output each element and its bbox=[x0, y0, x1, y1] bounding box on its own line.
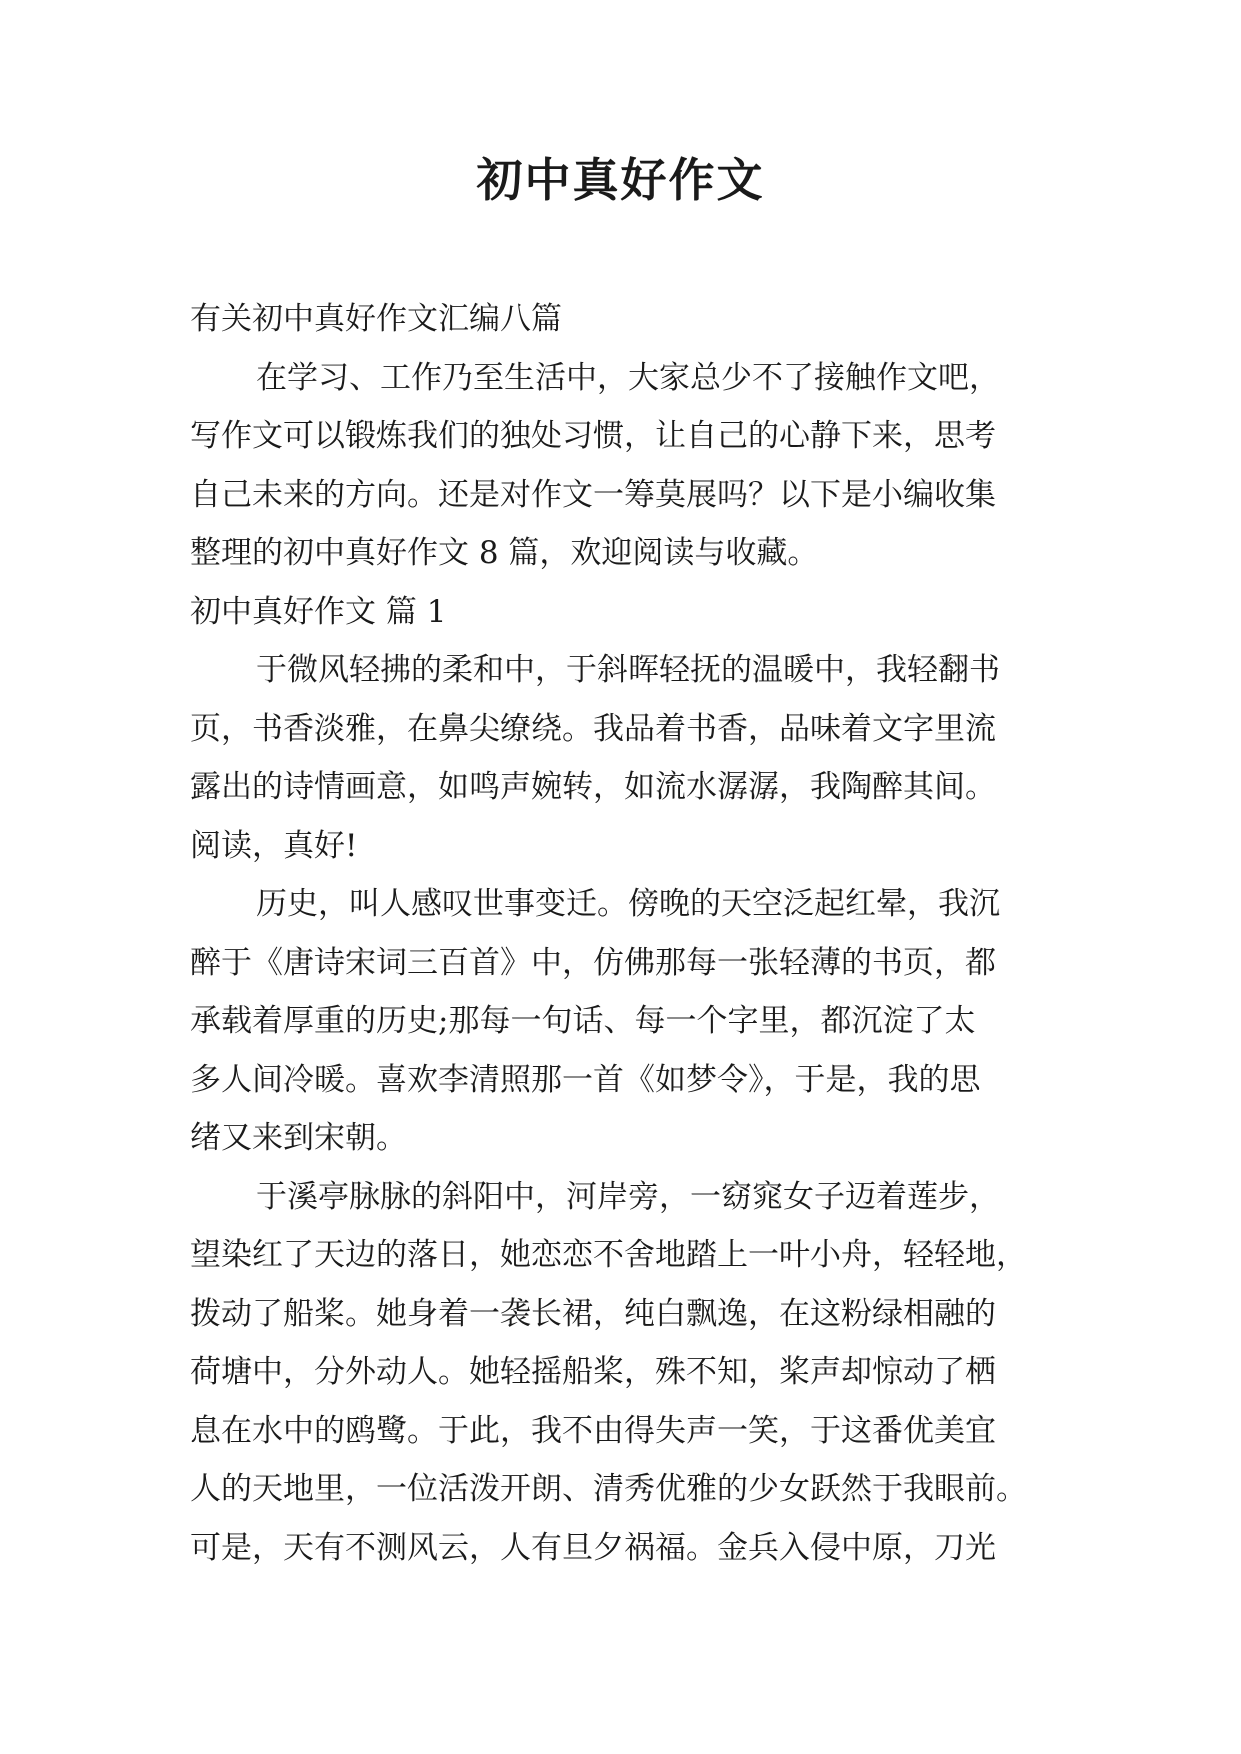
body-line: 在学习、工作乃至生活中，大家总少不了接触作文吧， bbox=[256, 359, 1000, 396]
body-line: 拨动了船桨。她身着一袭长裙，纯白飘逸，在这粉绿相融的 bbox=[190, 1295, 996, 1332]
body-line: 阅读，真好! bbox=[190, 827, 358, 864]
body-line: 自己未来的方向。还是对作文一筹莫展吗？以下是小编收集 bbox=[190, 476, 996, 513]
body-line: 息在水中的鸥鹭。于此，我不由得失声一笑，于这番优美宜 bbox=[190, 1412, 996, 1449]
body-line: 望染红了天边的落日，她恋恋不舍地踏上一叶小舟，轻轻地， bbox=[190, 1237, 1027, 1273]
body-line: 写作文可以锻炼我们的独处习惯，让自己的心静下来，思考 bbox=[190, 418, 996, 454]
section-heading: 初中真好作文 篇 1 bbox=[190, 593, 447, 630]
body-line: 页，书香淡雅，在鼻尖缭绕。我品着书香，品味着文字里流 bbox=[190, 710, 996, 747]
body-line: 于溪亭脉脉的斜阳中，河岸旁，一窈窕女子迈着莲步， bbox=[256, 1178, 1000, 1215]
body-line: 绪又来到宋朝。 bbox=[190, 1120, 407, 1156]
body-line: 可是，天有不测风云，人有旦夕祸福。金兵入侵中原，刀光 bbox=[190, 1529, 996, 1566]
document-title: 初中真好作文 bbox=[476, 153, 765, 207]
body-line: 醉于《唐诗宋词三百首》中，仿佛那每一张轻薄的书页，都 bbox=[190, 944, 996, 981]
body-line: 荷塘中，分外动人。她轻摇船桨，殊不知，桨声却惊动了栖 bbox=[190, 1354, 996, 1390]
body-line: 多人间冷暖。喜欢李清照那一首《如梦令》，于是，我的思 bbox=[190, 1061, 981, 1098]
body-line: 整理的初中真好作文 8 篇，欢迎阅读与收藏。 bbox=[190, 535, 819, 571]
body-line: 于微风轻拂的柔和中，于斜晖轻抚的温暖中，我轻翻书 bbox=[256, 652, 1000, 688]
body-line: 有关初中真好作文汇编八篇 bbox=[190, 301, 562, 337]
body-line: 人的天地里，一位活泼开朗、清秀优雅的少女跃然于我眼前。 bbox=[190, 1471, 1027, 1507]
body-line: 露出的诗情画意，如鸣声婉转，如流水潺潺，我陶醉其间。 bbox=[190, 769, 996, 805]
body-line: 承载着厚重的历史;那每一句话、每一个字里，都沉淀了太 bbox=[190, 1003, 976, 1039]
document-body bbox=[190, 290, 1070, 1577]
body-line: 历史，叫人感叹世事变迁。傍晚的天空泛起红晕，我沉 bbox=[256, 886, 1000, 922]
